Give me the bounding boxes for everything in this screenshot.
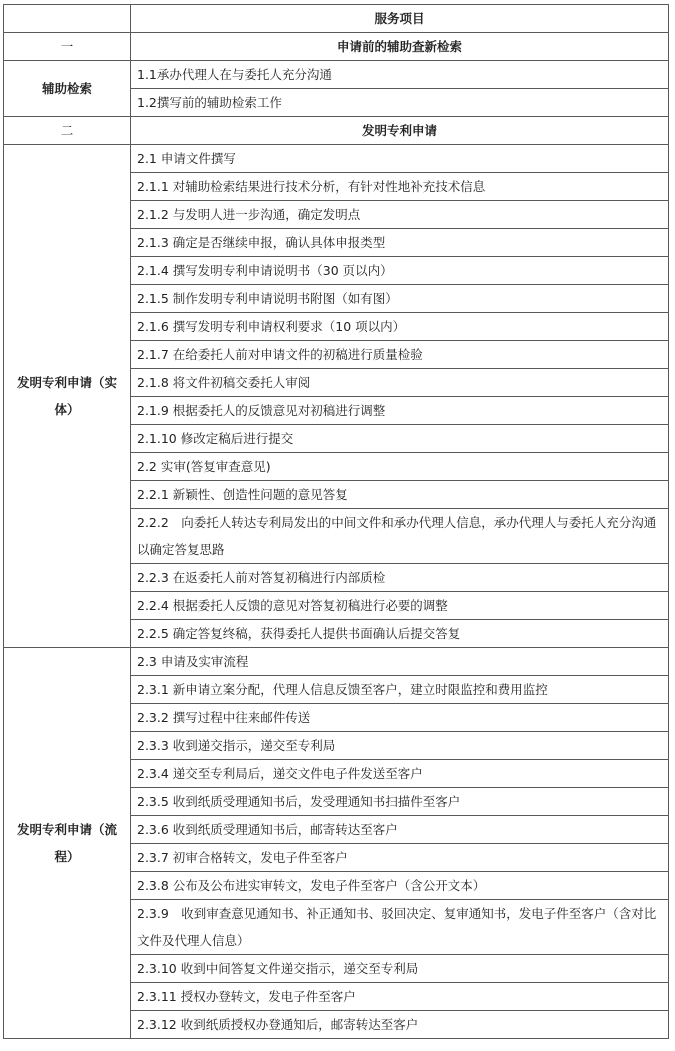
item-cell: 2.3.11 授权办登转文，发电子件至客户 [131, 983, 669, 1011]
item-cell: 2.1.9 根据委托人的反馈意见对初稿进行调整 [131, 397, 669, 425]
group-label: 辅助检索 [4, 61, 131, 117]
item-cell: 2.3.3 收到递交指示，递交至专利局 [131, 732, 669, 760]
table-row [4, 61, 669, 89]
item-cell: 2.3.4 递交至专利局后，递交文件电子件发送至客户 [131, 760, 669, 788]
item-cell: 2.2.2 向委托人转达专利局发出的中间文件和承办代理人信息，承办代理人与委托人充分沟通以确定答复思路 [131, 509, 669, 564]
section-title: 申请前的辅助查新检索 [131, 33, 669, 61]
item-cell: 2.3.1 新申请立案分配，代理人信息反馈至客户，建立时限监控和费用监控 [131, 676, 669, 704]
header-col1 [4, 5, 131, 33]
item-cell: 2.1 申请文件撰写 [131, 145, 669, 173]
section-row-2 [4, 117, 669, 145]
item-cell: 2.3.8 公布及公布进实审转文，发电子件至客户（含公开文本） [131, 872, 669, 900]
item-cell: 2.2.1 新颖性、创造性问题的意见答复 [131, 481, 669, 509]
group-label: 发明专利申请（实体） [4, 145, 131, 648]
item-cell: 2.3.2 撰写过程中往来邮件传送 [131, 704, 669, 732]
section-number: 二 [4, 117, 131, 145]
item-cell: 2.1.6 撰写发明专利申请权利要求（10 项以内） [131, 313, 669, 341]
item-cell: 2.3.6 收到纸质受理通知书后，邮寄转达至客户 [131, 816, 669, 844]
service-items-table [3, 4, 669, 1039]
item-cell: 2.1.2 与发明人进一步沟通，确定发明点 [131, 201, 669, 229]
section-title: 发明专利申请 [131, 117, 669, 145]
item-cell: 2.2.5 确定答复终稿，获得委托人提供书面确认后提交答复 [131, 620, 669, 648]
section-row-1 [4, 33, 669, 61]
item-cell: 2.1.3 确定是否继续申报，确认具体申报类型 [131, 229, 669, 257]
header-title: 服务项目 [131, 5, 669, 33]
item-cell: 1.2撰写前的辅助检索工作 [131, 89, 669, 117]
item-cell: 2.1.10 修改定稿后进行提交 [131, 425, 669, 453]
group-label: 发明专利申请（流程） [4, 648, 131, 1039]
item-cell: 2.1.5 制作发明专利申请说明书附图（如有图） [131, 285, 669, 313]
item-cell: 2.3.7 初审合格转文，发电子件至客户 [131, 844, 669, 872]
item-cell: 2.3 申请及实审流程 [131, 648, 669, 676]
item-cell: 2.3.9 收到审查意见通知书、补正通知书、驳回决定、复审通知书，发电子件至客户（含对比文件及代理人信息） [131, 900, 669, 955]
item-cell: 2.1.1 对辅助检索结果进行技术分析，有针对性地补充技术信息 [131, 173, 669, 201]
item-cell: 2.2 实审(答复审查意见) [131, 453, 669, 481]
item-cell: 2.2.4 根据委托人反馈的意见对答复初稿进行必要的调整 [131, 592, 669, 620]
item-cell: 2.2.3 在返委托人前对答复初稿进行内部质检 [131, 564, 669, 592]
table-row [4, 648, 669, 676]
header-row [4, 5, 669, 33]
item-cell: 2.3.10 收到中间答复文件递交指示，递交至专利局 [131, 955, 669, 983]
item-cell: 2.1.8 将文件初稿交委托人审阅 [131, 369, 669, 397]
item-cell: 2.3.5 收到纸质受理通知书后，发受理通知书扫描件至客户 [131, 788, 669, 816]
section-number: 一 [4, 33, 131, 61]
item-cell: 2.1.7 在给委托人前对申请文件的初稿进行质量检验 [131, 341, 669, 369]
item-cell: 2.1.4 撰写发明专利申请说明书（30 页以内） [131, 257, 669, 285]
item-cell: 1.1承办代理人在与委托人充分沟通 [131, 61, 669, 89]
item-cell: 2.3.12 收到纸质授权办登通知后，邮寄转达至客户 [131, 1011, 669, 1039]
table-row [4, 145, 669, 173]
